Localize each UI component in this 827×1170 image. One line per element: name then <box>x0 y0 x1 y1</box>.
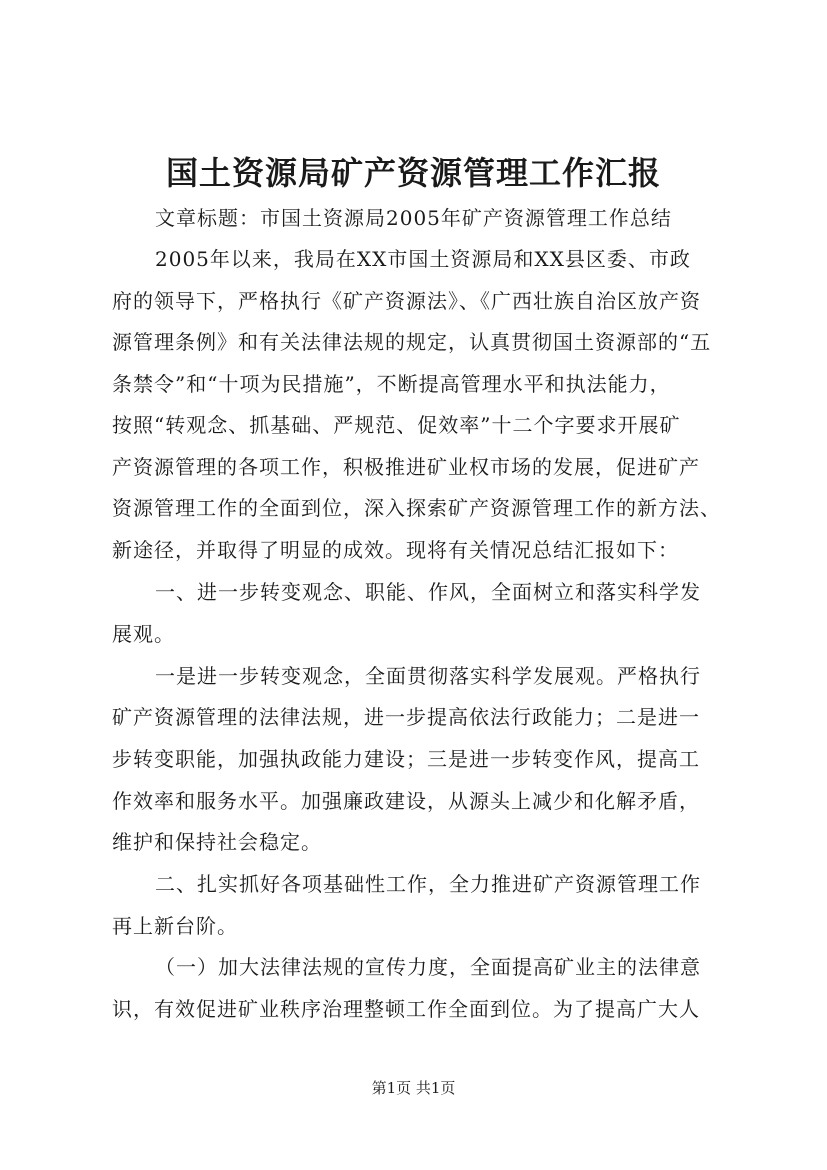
paragraph-line: 源管理条例》和有关法律法规的规定，认真贯彻国土资源部的“五 <box>112 330 712 354</box>
paragraph-line: （一）加大法律法规的宣传力度，全面提高矿业主的法律意 <box>155 955 701 979</box>
paragraph-line: 作效率和服务水平。加强廉政建设，从源头上减少和化解矛盾， <box>112 789 700 813</box>
paragraph-line: 条禁令”和“十项为民措施”，不断提高管理水平和执法能力， <box>112 372 671 396</box>
document-title: 国土资源局矿产资源管理工作汇报 <box>165 154 661 192</box>
paragraph-line: 一是进一步转变观念，全面贯彻落实科学发展观。严格执行 <box>155 664 701 688</box>
paragraph-line: 步转变职能，加强执政能力建设；三是进一步转变作风，提高工 <box>112 747 700 771</box>
paragraph-line: 矿产资源管理的法律法规，进一步提高依法行政能力；二是进一 <box>112 705 700 729</box>
paragraph-line: 2005年以来，我局在XX市国土资源局和XX县区委、市政 <box>155 247 691 271</box>
paragraph-line: 府的领导下，严格执行《矿产资源法》、《广西壮族自治区放产资 <box>112 289 701 313</box>
paragraph-line: 资源管理工作的全面到位，深入探索矿产资源管理工作的新方法、 <box>112 496 721 520</box>
section-heading-line: 二、扎实抓好各项基础性工作，全力推进矿产资源管理工作 <box>155 872 701 896</box>
section-heading-line: 一、进一步转变观念、职能、作风，全面树立和落实科学发 <box>155 580 701 604</box>
paragraph-line: 产资源管理的各项工作，积极推进矿业权市场的发展，促进矿产 <box>112 455 700 479</box>
paragraph-line: 新途径，并取得了明显的成效。现将有关情况总结汇报如下： <box>112 538 679 562</box>
paragraph-line: 维护和保持社会稳定。 <box>112 830 322 854</box>
paragraph-line: 按照“转观念、抓基础、严规范、促效率”十二个字要求开展矿 <box>112 413 681 437</box>
section-heading-line: 再上新台阶。 <box>112 914 238 938</box>
page-number-footer: 第1页 共1页 <box>371 1079 456 1097</box>
section-heading-line: 展观。 <box>112 622 175 646</box>
article-subtitle-line: 文章标题：市国土资源局2005年矿产资源管理工作总结 <box>155 206 672 230</box>
paragraph-line: 识，有效促进矿业秩序治理整顿工作全面到位。为了提高广大人 <box>112 997 700 1021</box>
